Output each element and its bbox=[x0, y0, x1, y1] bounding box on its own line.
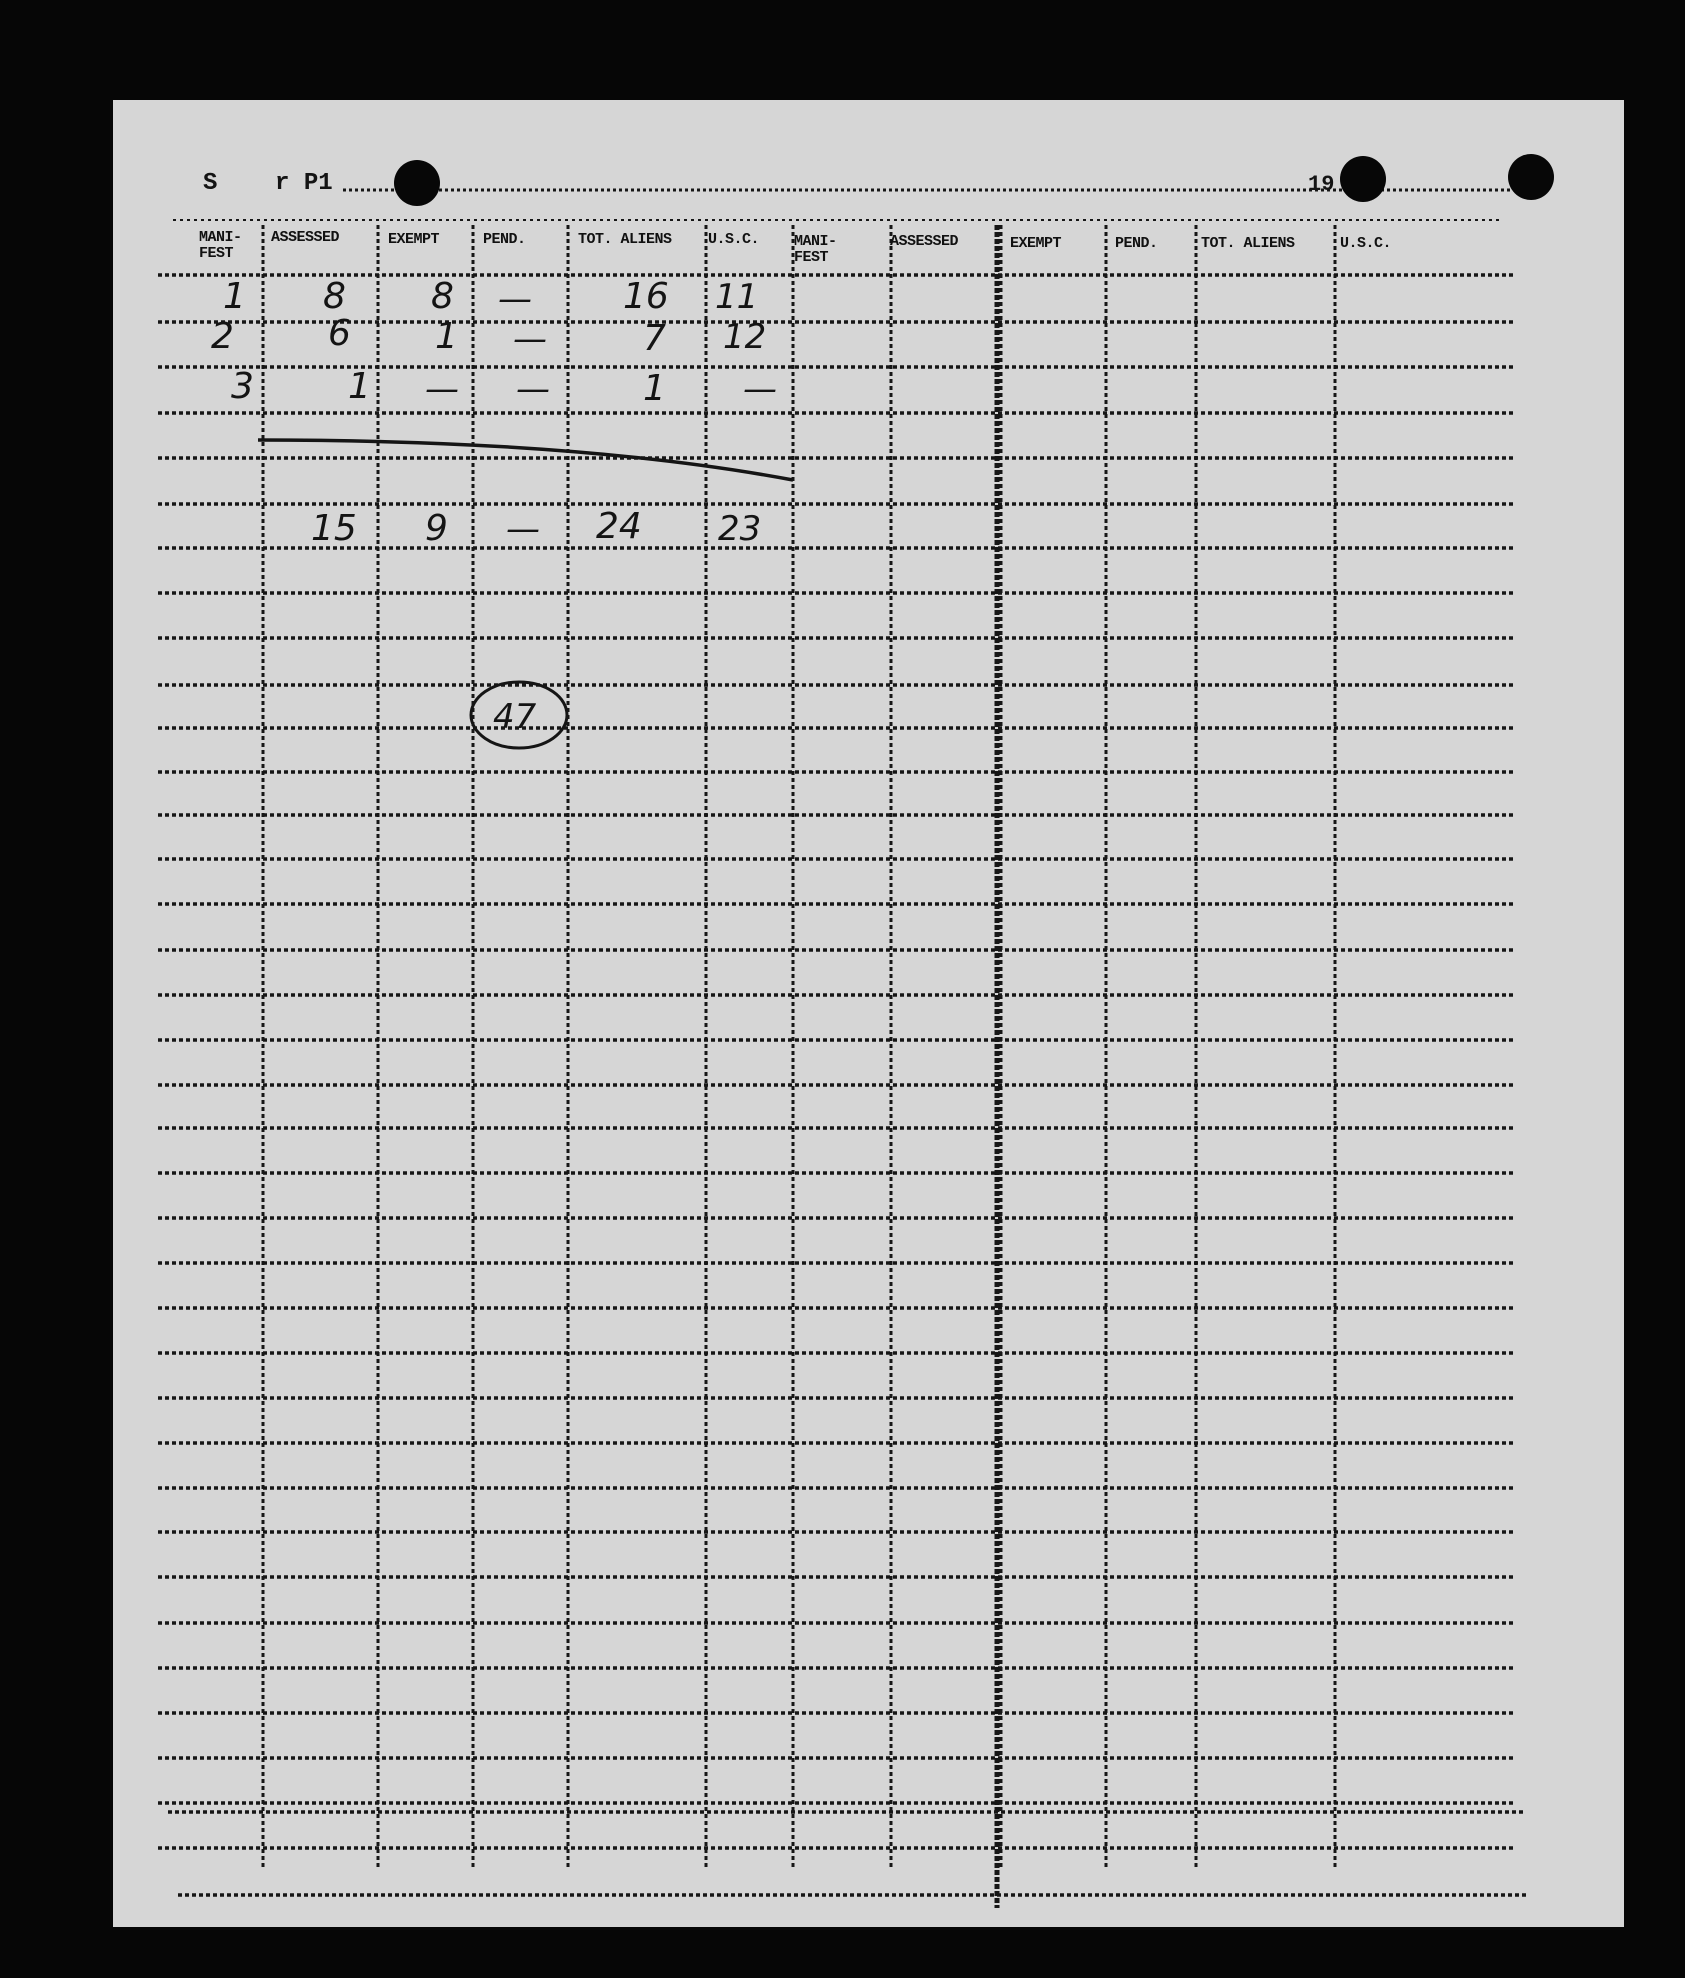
col-header-assessed-right: ASSESSED bbox=[890, 233, 959, 250]
row3-pend: — bbox=[516, 369, 550, 409]
year-label: 19 bbox=[1308, 172, 1335, 197]
total-assessed: 15 bbox=[311, 508, 357, 549]
row3-assessed: 1 bbox=[348, 366, 371, 407]
row1-manifest: 1 bbox=[223, 276, 246, 317]
ship-name-label: S r P1 bbox=[203, 170, 333, 197]
col-header-tot-aliens-left: TOT. ALIENS bbox=[578, 231, 672, 248]
col-header-usc-right: U.S.C. bbox=[1340, 235, 1392, 252]
col-header-assessed-left: ASSESSED bbox=[271, 229, 340, 246]
ledger-sheet bbox=[113, 100, 1624, 1927]
total-usc: 23 bbox=[718, 509, 762, 549]
total-exempt: 9 bbox=[425, 508, 448, 549]
row1-exempt: 8 bbox=[431, 276, 454, 317]
row2-usc: 12 bbox=[723, 317, 767, 357]
total-tot-aliens: 24 bbox=[596, 506, 642, 547]
handwritten-entries bbox=[113, 100, 1624, 1927]
row1-usc: 11 bbox=[715, 277, 759, 317]
row3-manifest: 3 bbox=[231, 366, 254, 407]
col-header-exempt-left: EXEMPT bbox=[388, 231, 440, 248]
col-header-usc-left: U.S.C. bbox=[708, 231, 760, 248]
row2-pend: — bbox=[513, 319, 547, 359]
row3-exempt: — bbox=[425, 369, 459, 409]
sum-underline bbox=[258, 440, 793, 480]
row1-assessed: 8 bbox=[323, 276, 346, 317]
col-header-pend-right: PEND. bbox=[1115, 235, 1158, 252]
row3-usc: — bbox=[743, 369, 777, 409]
row2-manifest: 2 bbox=[211, 316, 234, 357]
row2-assessed: 6 bbox=[328, 313, 351, 354]
row3-tot-aliens: 1 bbox=[643, 368, 666, 409]
col-header-tot-aliens-right: TOT. ALIENS bbox=[1201, 235, 1295, 252]
col-header-exempt-right: EXEMPT bbox=[1010, 235, 1062, 252]
col-header-manifest-right: MANI- FEST bbox=[794, 233, 837, 266]
total-pend: — bbox=[506, 509, 540, 549]
row2-exempt: 1 bbox=[435, 316, 458, 357]
row1-tot-aliens: 16 bbox=[623, 276, 669, 317]
row1-pend: — bbox=[498, 279, 532, 319]
circled-total: 47 bbox=[493, 697, 537, 737]
row2-tot-aliens: 7 bbox=[643, 318, 666, 359]
col-header-manifest-left: MANI- FEST bbox=[199, 229, 242, 262]
col-header-pend-left: PEND. bbox=[483, 231, 526, 248]
